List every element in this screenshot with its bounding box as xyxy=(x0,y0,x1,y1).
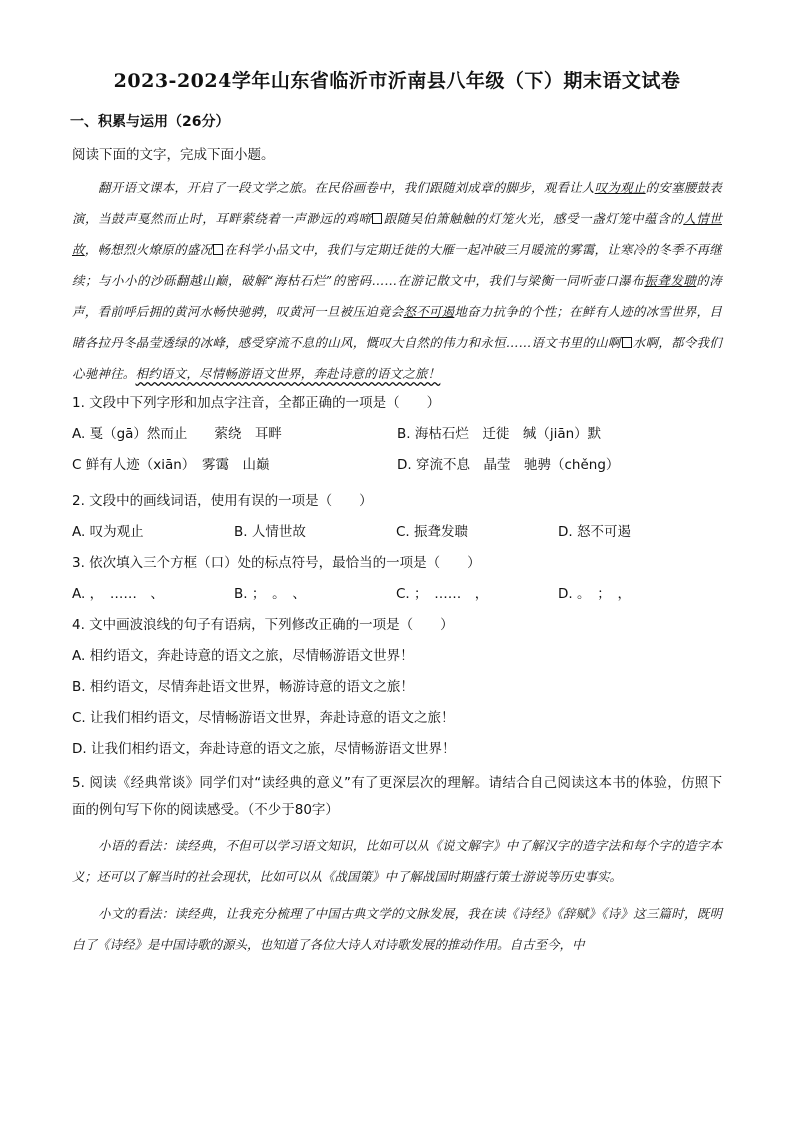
question-2-option-d[interactable]: D. 怒不可遏 xyxy=(558,524,631,540)
punctuation-box-1 xyxy=(372,213,382,224)
underlined-term-1: 叹为观止 xyxy=(594,180,646,195)
question-1-stem: 1. 文段中下列字形和加点字注音，全都正确的一项是（ ） xyxy=(72,395,441,411)
page-title: 2023-2024学年山东省临沂市沂南县八年级（下）期末语文试卷 xyxy=(113,70,681,92)
question-3-option-a[interactable]: A. ， …… 、 xyxy=(72,586,164,602)
question-3-options xyxy=(72,584,722,604)
question-1-option-a[interactable]: A. 戛（gā）然而止 萦绕 耳畔 xyxy=(72,426,282,442)
question-4-option-c[interactable]: C. 让我们相约语文，尽情畅游语文世界，奔赴诗意的语文之旅！ xyxy=(72,710,455,726)
underlined-term-3: 振聋发聩 xyxy=(644,273,697,288)
question-3-option-b[interactable]: B. ； 。 、 xyxy=(234,586,306,602)
question-3-option-d[interactable]: D. 。 ； ， xyxy=(558,586,631,602)
question-1-option-b[interactable]: B. 海枯石烂 迁徙 缄（jiān）默 xyxy=(397,426,602,442)
underlined-term-4: 怒不可遏 xyxy=(403,304,455,319)
question-2-option-a[interactable]: A. 叹为观止 xyxy=(72,524,144,540)
reading-passage: 翻开语文课本，开启了一段文学之旅。在民俗画卷中，我们跟随刘成章的脚步，观看让人叹为观止的安塞腰鼓表演，当鼓声戛然而止时，耳畔萦绕着一声渺远的鸡啼 跟随吴伯箫触触的灯笼火光，感受一盏灯笼中蕴含的人情世故，畅想烈火燎原的盛况 在科学小品文中，我们与定期迁徙的大雁一起冲破三月暖流的雾霭，让寒冷的冬季不再继续；与小小的沙砾翻越山巅，破解“海枯石烂”的密码……在游记散文中，我们与梁衡一同听壶口瀑布振聋发聩的涛声，看前呼后拥的黄河水畅快驰骋，叹黄河一旦被压迫竟会怒不可遏地奋力抗争的个性；在鲜有人迹的冰雪世界，目睹各拉丹冬晶莹透绿的冰峰，感受穿流不息的山风，慨叹大自然的伟力和永恒……语文书里的山啊 水啊，都令我们心驰神往。相约语文，尽情畅游语文世界，奔赴诗意的语文之旅！ xyxy=(72,180,722,381)
question-4-option-b[interactable]: B. 相约语文，尽情奔赴语文世界，畅游诗意的语文之旅！ xyxy=(72,679,414,695)
question-2-option-b[interactable]: B. 人情世故 xyxy=(234,524,306,540)
question-4-option-a[interactable]: A. 相约语文，奔赴诗意的语文之旅，尽情畅游语文世界！ xyxy=(72,648,414,664)
question-2-stem: 2. 文段中的画线词语，使用有误的一项是（ ） xyxy=(72,493,373,509)
underlined-term-2: 人情世故 xyxy=(72,211,722,257)
question-1-option-c[interactable]: C 鲜有人迹（xiān） 雾霭 山巅 xyxy=(72,457,270,473)
question-1-options-row2 xyxy=(72,455,722,475)
question-4-stem: 4. 文中画波浪线的句子有语病，下列修改正确的一项是（ ） xyxy=(72,617,454,633)
question-3-option-c[interactable]: C. ； …… ， xyxy=(396,586,489,602)
question-3-stem: 3. 依次填入三个方框（口）处的标点符号，最恰当的一项是（ ） xyxy=(72,555,481,571)
wavy-underlined-sentence: 相约语文，尽情畅游语文世界，奔赴诗意的语文之旅！ xyxy=(135,366,441,381)
question-4-option-d[interactable]: D. 让我们相约语文，奔赴诗意的语文之旅，尽情畅游语文世界！ xyxy=(72,741,456,757)
question-1-option-d[interactable]: D. 穿流不息 晶莹 驰骋（chěng） xyxy=(397,457,620,473)
section-heading: 一、积累与运用（26分） xyxy=(70,114,230,130)
question-2-option-c[interactable]: C. 振聋发聩 xyxy=(396,524,469,540)
question-5-stem: 5. 阅读《经典常谈》同学们对“读经典的意义”有了更深层次的理解。请结合自己阅读这本书的体验，仿照下面的例句写下你的阅读感受。（不少于80字） xyxy=(72,775,722,818)
question-1-options-row1 xyxy=(72,424,722,444)
example-view-1: 小语的看法：读经典，不但可以学习语文知识，比如可以从《说文解字》中了解汉字的造字法和每个字的造字本义；还可以了解当时的社会现状，比如可以从《战国策》中了解战国时期盛行策士游说等历史事实。 xyxy=(72,838,722,884)
question-2-options xyxy=(72,522,722,542)
reading-instruction: 阅读下面的文字，完成下面小题。 xyxy=(72,147,275,163)
punctuation-box-3 xyxy=(622,337,632,348)
example-view-2: 小文的看法：读经典，让我充分梳理了中国古典文学的文脉发展，我在读《诗经》《辞赋》《诗》这三篇时，既明白了《诗经》是中国诗歌的源头，也知道了各位大诗人对诗歌发展的推动作用。自古至今，中 xyxy=(72,906,722,952)
punctuation-box-2 xyxy=(213,244,223,255)
